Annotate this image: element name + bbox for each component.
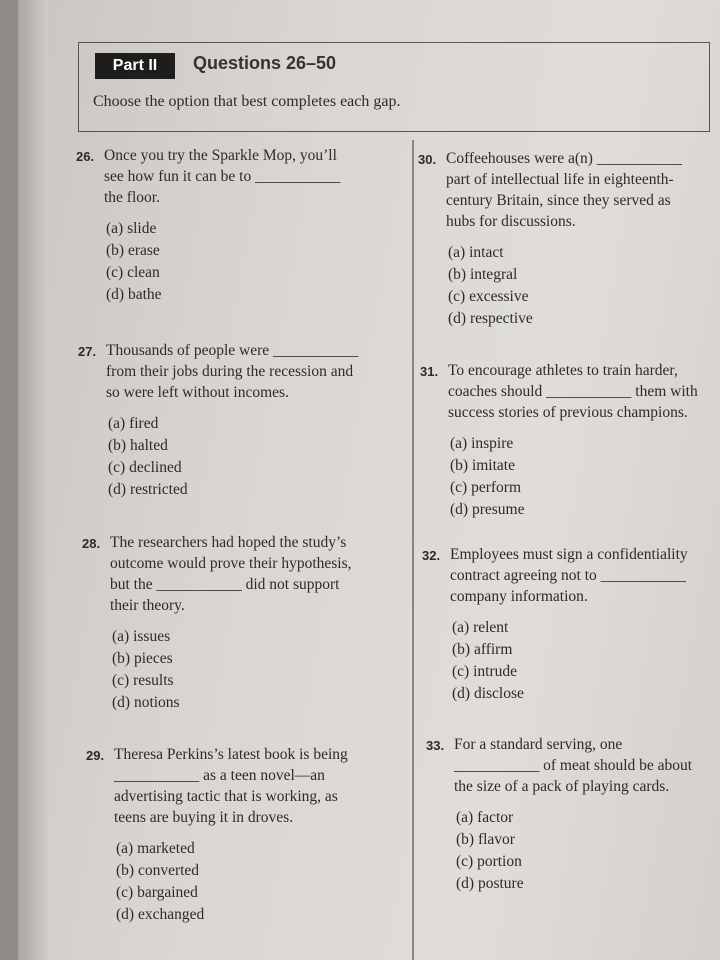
section-header xyxy=(78,42,710,132)
question-text: For a standard serving, one ___________ of meat should be about the size of a pack of playing cards. xyxy=(454,736,693,795)
option-list xyxy=(106,413,391,501)
option-b[interactable]: (b) imitate xyxy=(450,457,515,474)
question-number: 28. xyxy=(82,536,101,551)
option-a[interactable]: (a) intact xyxy=(448,244,504,261)
option-b[interactable]: (b) affirm xyxy=(452,641,513,658)
question-28 xyxy=(82,532,395,714)
option-a[interactable]: (a) relent xyxy=(452,619,509,636)
option-d[interactable]: (d) disclose xyxy=(452,685,524,702)
question-number: 33. xyxy=(426,738,445,753)
book-page xyxy=(18,0,720,960)
option-list xyxy=(446,242,706,330)
option-a[interactable]: (a) slide xyxy=(106,220,157,237)
question-text: Theresa Perkins’s latest book is being ___________ as a teen novel—an advertising tactic that is working, as teens are buying it in droves. xyxy=(114,746,348,826)
option-d[interactable]: (d) bathe xyxy=(106,286,162,303)
question-26 xyxy=(76,145,389,306)
question-text: The researchers had hoped the study’s outcome would prove their hypothesis, but the ___________ did not support their theory. xyxy=(110,534,352,614)
option-list xyxy=(104,218,389,306)
option-d[interactable]: (d) exchanged xyxy=(116,906,205,923)
option-c[interactable]: (c) intrude xyxy=(452,663,517,680)
option-list xyxy=(110,626,395,714)
option-list xyxy=(454,807,712,895)
part-badge: Part II xyxy=(95,53,175,79)
page-spine-shadow xyxy=(18,0,48,960)
option-d[interactable]: (d) notions xyxy=(112,694,180,711)
column-divider xyxy=(412,140,414,960)
question-number: 27. xyxy=(78,344,97,359)
question-29 xyxy=(86,744,399,926)
question-number: 31. xyxy=(420,364,439,379)
option-list xyxy=(448,433,710,521)
option-list xyxy=(114,838,399,926)
option-c[interactable]: (c) declined xyxy=(108,459,182,476)
question-text: Once you try the Sparkle Mop, you’ll see how fun it can be to ___________ the floor. xyxy=(104,147,341,206)
option-b[interactable]: (b) halted xyxy=(108,437,168,454)
question-27 xyxy=(78,340,391,501)
option-b[interactable]: (b) erase xyxy=(106,242,160,259)
option-c[interactable]: (c) portion xyxy=(456,853,522,870)
option-b[interactable]: (b) integral xyxy=(448,266,518,283)
question-text: Coffeehouses were a(n) ___________ part of intellectual life in eighteenth- century Britain, since they served as hubs for discussions. xyxy=(446,150,683,230)
option-d[interactable]: (d) posture xyxy=(456,875,524,892)
option-c[interactable]: (c) clean xyxy=(106,264,160,281)
question-number: 32. xyxy=(422,548,441,563)
question-text: To encourage athletes to train harder, coaches should ___________ them with success stories of previous champions. xyxy=(448,362,698,421)
option-list xyxy=(450,617,712,705)
option-a[interactable]: (a) marketed xyxy=(116,840,195,857)
question-number: 26. xyxy=(76,149,95,164)
question-32 xyxy=(422,544,712,705)
instruction-text: Choose the option that best completes each gap. xyxy=(93,93,401,110)
option-b[interactable]: (b) converted xyxy=(116,862,200,879)
question-number: 30. xyxy=(418,152,437,167)
option-b[interactable]: (b) pieces xyxy=(112,650,173,667)
question-number: 29. xyxy=(86,748,105,763)
option-a[interactable]: (a) fired xyxy=(108,415,159,432)
option-c[interactable]: (c) excessive xyxy=(448,288,529,305)
option-a[interactable]: (a) inspire xyxy=(450,435,514,452)
section-title: Questions 26–50 xyxy=(193,53,337,73)
question-33 xyxy=(426,734,712,895)
question-text: Thousands of people were ___________ from their jobs during the recession and so were left without incomes. xyxy=(106,342,359,401)
option-a[interactable]: (a) factor xyxy=(456,809,514,826)
question-30 xyxy=(418,148,706,330)
option-c[interactable]: (c) results xyxy=(112,672,174,689)
question-text: Employees must sign a confidentiality contract agreeing not to ___________ company information. xyxy=(450,546,688,605)
option-c[interactable]: (c) perform xyxy=(450,479,521,496)
option-d[interactable]: (d) respective xyxy=(448,310,533,327)
option-a[interactable]: (a) issues xyxy=(112,628,171,645)
question-31 xyxy=(420,360,710,521)
option-d[interactable]: (d) presume xyxy=(450,501,525,518)
option-d[interactable]: (d) restricted xyxy=(108,481,188,498)
option-b[interactable]: (b) flavor xyxy=(456,831,515,848)
option-c[interactable]: (c) bargained xyxy=(116,884,198,901)
